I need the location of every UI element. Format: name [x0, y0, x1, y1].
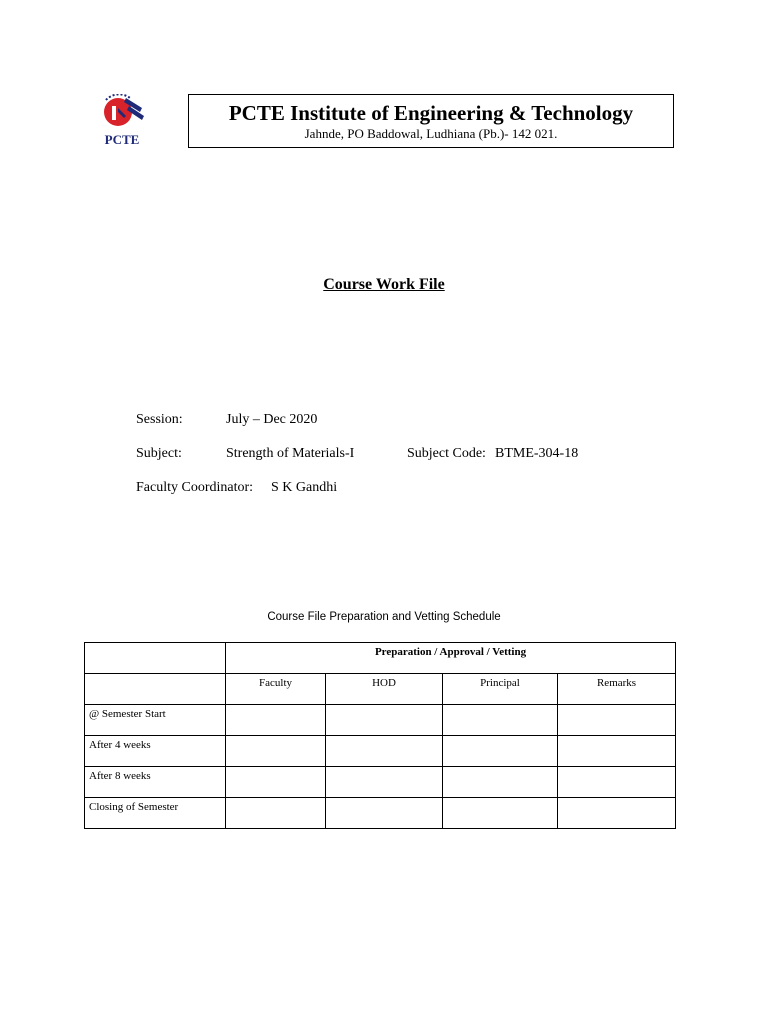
table-cell [558, 736, 676, 767]
table-cell [558, 767, 676, 798]
table-cell [85, 643, 226, 674]
subject-label: Subject: [136, 446, 182, 461]
table-cell [226, 798, 326, 829]
schedule-caption: Course File Preparation and Vetting Schedule [267, 611, 501, 623]
table-cell [85, 674, 226, 705]
schedule-table [84, 642, 676, 829]
table-cell [226, 767, 326, 798]
row-label: After 4 weeks [85, 736, 226, 767]
subject-code-label: Subject Code: [407, 446, 486, 461]
column-header-hod: HOD [326, 674, 443, 705]
table-cell [226, 736, 326, 767]
table-cell [558, 798, 676, 829]
table-cell [558, 705, 676, 736]
session-value: July – Dec 2020 [226, 412, 318, 427]
table-cell [326, 736, 443, 767]
table-row [85, 705, 676, 736]
table-cell [226, 705, 326, 736]
table-header-row [85, 674, 676, 705]
faculty-value: S K Gandhi [271, 480, 338, 495]
institute-name: PCTE Institute of Engineering & Technology [228, 101, 634, 125]
table-row [85, 798, 676, 829]
column-header-remarks: Remarks [558, 674, 676, 705]
row-label: After 8 weeks [85, 767, 226, 798]
table-cell [443, 736, 558, 767]
table-row [85, 767, 676, 798]
row-label: @ Semester Start [85, 705, 226, 736]
pcte-logo [96, 94, 148, 150]
table-cell [326, 767, 443, 798]
subject-value: Strength of Materials-I [226, 446, 355, 461]
table-cell [443, 798, 558, 829]
group-header: Preparation / Approval / Vetting [226, 643, 676, 674]
table-header-row [85, 643, 676, 674]
table-cell [443, 767, 558, 798]
table-cell [326, 798, 443, 829]
column-header-principal: Principal [443, 674, 558, 705]
institute-header [188, 94, 674, 148]
session-label: Session: [136, 412, 183, 427]
document-title: Course Work File [323, 276, 445, 293]
subject-code-value: BTME-304-18 [495, 446, 579, 461]
table-cell [326, 705, 443, 736]
column-header-faculty: Faculty [226, 674, 326, 705]
row-label: Closing of Semester [85, 798, 226, 829]
institute-address: Jahnde, PO Baddowal, Ludhiana (Pb.)- 142 021. [304, 126, 558, 141]
table-cell [443, 705, 558, 736]
pcte-emblem-icon [96, 94, 148, 134]
logo-text: PCTE [104, 132, 140, 147]
faculty-label: Faculty Coordinator: [136, 480, 254, 495]
table-row [85, 736, 676, 767]
